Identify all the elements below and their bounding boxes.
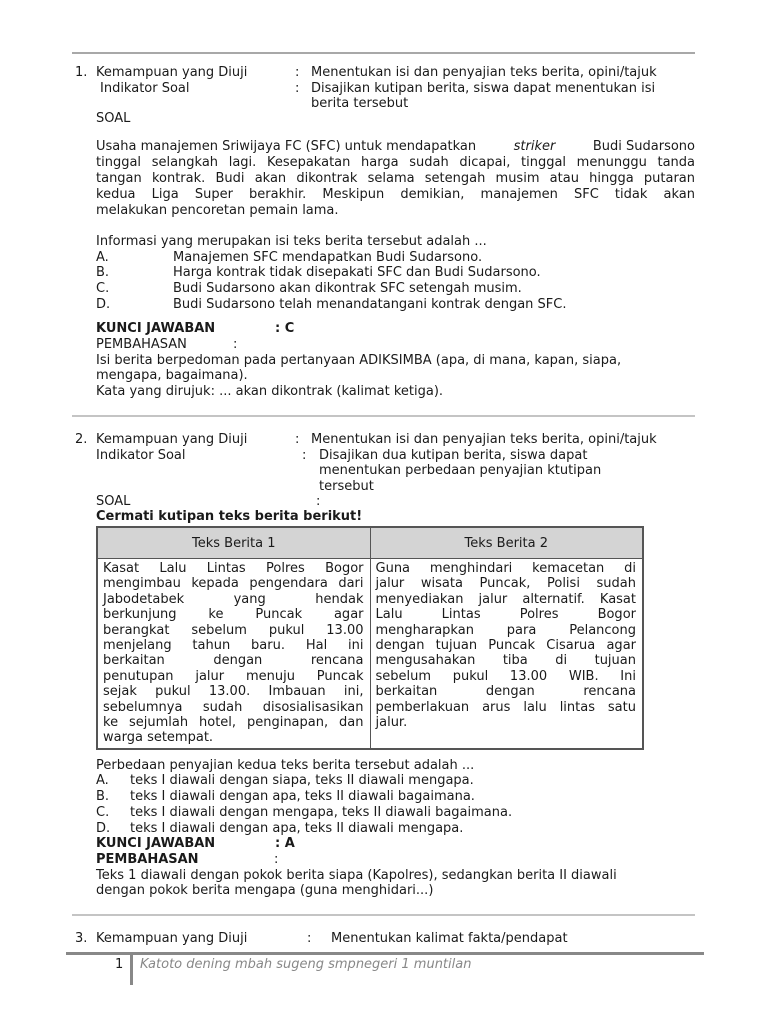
option-text: teks I diawali dengan mengapa, teks II diawali bagaimana. [130,805,513,820]
indikator-line: menentukan perbedaan penyajian ktutipan [319,463,602,478]
kunci-value: : C [275,321,295,336]
kunci-label: KUNCI JAWABAN [96,321,216,336]
pembahasan-line: dengan pokok berita mengapa (guna menghidari...) [96,883,434,898]
kemampuan-value: Menentukan isi dan penyajian teks berita, opini/tajuk [311,432,657,447]
table-cell-line: sebelum pukul 13.00 WIB. Ini [375,668,636,684]
option-letter: D. [96,821,111,836]
option-text: Harga kontrak tidak disepakati SFC dan Budi Sudarsono. [173,265,541,280]
kunci-value: : A [275,836,295,851]
option-text: teks I diawali dengan apa, teks II diawali bagaimana. [130,789,475,804]
colon: : [274,852,279,867]
table-header: Teks Berita 1 [97,527,370,559]
kemampuan-value: Menentukan isi dan penyajian teks berita, opini/tajuk [311,65,657,80]
table-cell-line: berkunjung ke Puncak agar [103,607,364,623]
colon: : [295,81,300,96]
table-cell-line: warga setempat. [103,730,214,746]
table-cell-line: ke sejumlah hotel, penginapan, dan [103,715,364,731]
soal-label: SOAL [96,494,131,509]
option-text: Budi Sudarsono akan dikontrak SFC setengah musim. [173,281,522,296]
passage-line: tinggal selangkah lagi. Kesepakatan harga sudah dicapai, tinggal menunggu tanda [96,155,695,170]
table-cell-line: berangkat sebelum pukul 13.00 [103,622,364,638]
pembahasan-line: Kata yang dirujuk: ... akan dikontrak (kalimat ketiga). [96,384,444,399]
pembahasan-line: Isi berita berpedoman pada pertanyaan ADIKSIMBA (apa, di mana, kapan, siapa, [96,353,622,368]
pembahasan-label: PEMBAHASAN [96,337,187,352]
divider [72,415,695,417]
indikator-line: berita tersebut [311,96,409,111]
table-cell-line: sebelumnya sudah disosialisasikan [103,699,364,715]
news-comparison-table [96,526,644,750]
page-number: 1 [115,957,124,972]
table-cell-line: berkaitan dengan rencana [375,684,636,700]
table-cell-line: Kasat Lalu Lintas Polres Bogor [103,561,364,576]
table-cell-line: penutupan jalur menuju Puncak [103,668,364,684]
option-text: teks I diawali dengan apa, teks II diawali mengapa. [130,821,464,836]
pembahasan-line: Teks 1 diawali dengan pokok berita siapa (Kapolres), sedangkan berita II diawali [96,868,617,883]
colon: : [295,65,300,80]
question-number: 1. [75,65,88,80]
kemampuan-label: Kemampuan yang Diuji [96,432,248,447]
question-text: Perbedaan penyajian kedua teks berita tersebut adalah ... [96,758,475,773]
table-cell-line: Lalu Lintas Polres Bogor [375,607,636,623]
colon: : [233,337,238,352]
kemampuan-label: Kemampuan yang Diuji [96,931,248,946]
news-text-1 [97,559,370,749]
passage-line [96,139,695,154]
passage-text: Usaha manajemen Sriwijaya FC (SFC) untuk mendapatkan [96,139,477,154]
colon: : [316,494,321,509]
table-cell-line: Jabodetabek yang hendak [103,591,364,607]
table-cell-line: jalur. [375,715,408,731]
kemampuan-label: Kemampuan yang Diuji [96,65,248,80]
indikator-line: Disajikan kutipan berita, siswa dapat menentukan isi [311,81,656,96]
instruction: Cermati kutipan teks berita berikut! [96,509,363,524]
footer-text: Katoto dening mbah sugeng smpnegeri 1 muntilan [140,957,472,972]
option-text: Budi Sudarsono telah menandatangani kontrak dengan SFC. [173,297,567,312]
passage-line: kedua Liga Super berakhir. Meskipun demikian, manajemen SFC tidak akan [96,187,695,202]
pembahasan-line: mengapa, bagaimana). [96,368,248,383]
divider [72,914,695,916]
kemampuan-value: Menentukan kalimat fakta/pendapat [331,931,568,946]
colon: : [295,432,300,447]
table-cell-line: jalur wisata Puncak, Polisi sudah [375,576,636,592]
footer-rule [66,952,704,955]
table-cell-line: menjelang tahun baru. Hal ini [103,638,364,654]
footer-separator [130,954,133,985]
table-cell-line: mengharapkan para Pelancong [375,622,636,638]
divider [72,52,695,54]
passage-italic: striker [513,139,556,154]
kunci-label: KUNCI JAWABAN [96,836,216,851]
colon: : [302,448,307,463]
option-text: Manajemen SFC mendapatkan Budi Sudarsono. [173,250,483,265]
table-cell-line: dengan tujuan Puncak Cisarua agar [375,638,636,654]
option-letter: A. [96,250,109,265]
passage-text: Budi Sudarsono [592,139,695,154]
indikator-line: tersebut [319,479,374,494]
question-number: 3. [75,931,88,946]
pembahasan-label: PEMBAHASAN [96,852,199,867]
table-cell-line: menyediakan jalur alternatif. Kasat [375,591,636,607]
option-letter: B. [96,265,110,280]
news-text-2 [370,559,643,749]
option-text: teks I diawali dengan siapa, teks II diawali mengapa. [130,773,474,788]
table-header: Teks Berita 2 [370,527,643,559]
passage-line: melakukan pencoretan pemain lama. [96,203,339,218]
question-number: 2. [75,432,88,447]
option-letter: B. [96,789,110,804]
question-text: Informasi yang merupakan isi teks berita tersebut adalah ... [96,234,487,249]
soal-label: SOAL [96,111,131,126]
option-letter: A. [96,773,109,788]
option-letter: C. [96,805,110,820]
table-cell-line: mengusahakan tiba di tujuan [375,653,636,669]
indikator-line: Disajikan dua kutipan berita, siswa dapat [319,448,588,463]
table-cell-line: Guna menghindari kemacetan di [375,561,636,576]
indikator-label: Indikator Soal [96,448,186,463]
passage-line: tangan kontrak. Budi akan dikontrak selama setengah musim atau hingga putaran [96,171,695,186]
option-letter: D. [96,297,111,312]
table-cell-line: sejak pukul 13.00. Imbauan ini, [103,684,364,700]
option-letter: C. [96,281,110,296]
table-cell-line: berkaitan dengan rencana [103,653,364,669]
colon: : [307,931,312,946]
indikator-label: Indikator Soal [100,81,190,96]
table-cell-line: mengimbau kepada pengendara dari [103,576,364,592]
table-cell-line: pemberlakuan arus lalu lintas satu [375,699,636,715]
